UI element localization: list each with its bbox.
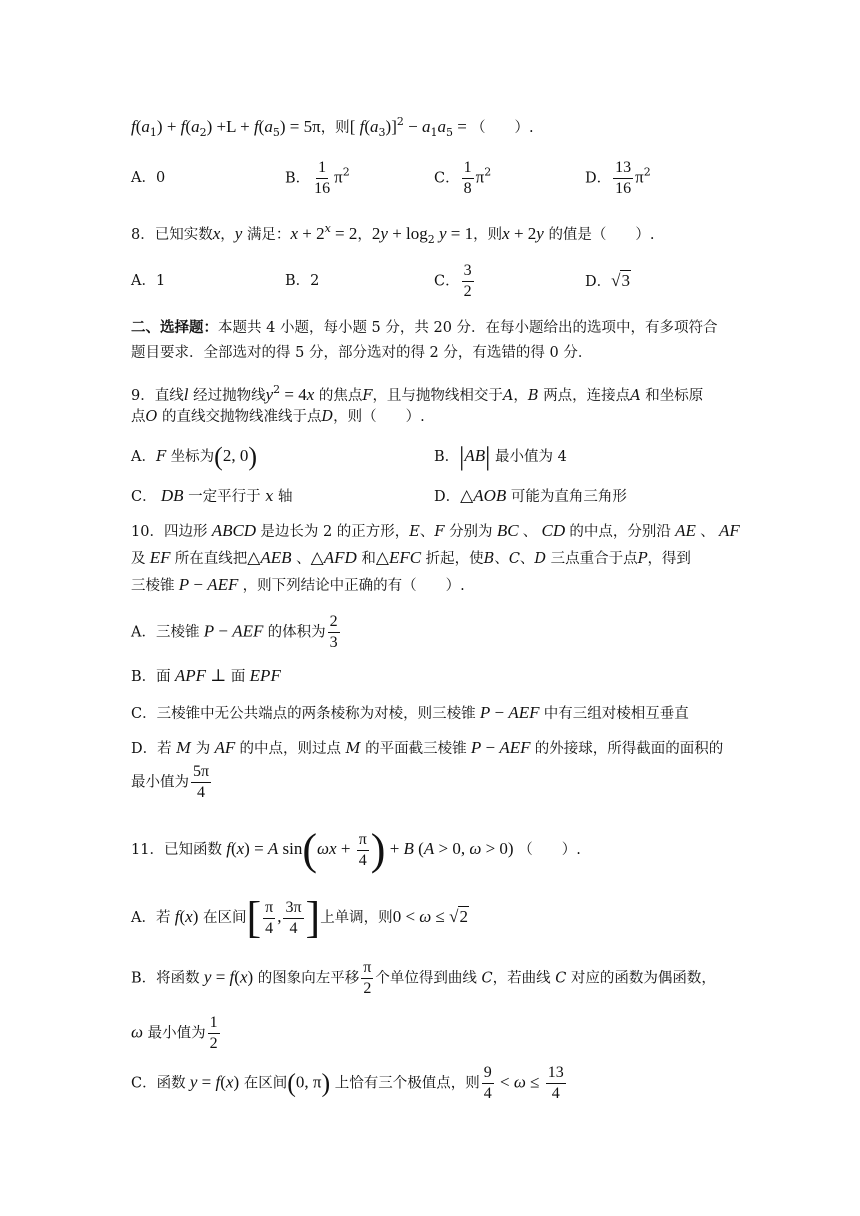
q11-a-post: 上单调，则 [320,910,393,926]
q10-l1d: 的中点，分别沿 [569,524,671,540]
q9-l2b: 的直线交抛物线准线于点 [162,409,322,425]
q11-b-post3: 对应的函数为偶函数， [570,970,716,987]
q11-b-post: 个单位得到曲线 [375,970,477,987]
q7-formula: f [131,117,136,136]
q10-d-a: D．若 [131,741,172,757]
q8-option-d: D．√3 [585,271,630,290]
q9-l1e: 两点，连接点 [543,388,631,404]
q8-option-c: C． $\frac{3}{2}$ [434,262,472,300]
q9-d-post: 可能为直角三角形 [510,489,627,505]
q8-stem: 8．已知实数x，y 满足：$x + 2^x = 2$，$2y + \log_2 y = 1$，则x + 2y 的值是（ ）. [131,222,655,246]
q9-l1b: 经过抛物线 [193,388,266,404]
q9-l1d: ，且与抛物线相交于 [372,388,503,404]
q7-option-b: B． $\frac{1}{16}$ $\pi^2$ [285,159,350,197]
q10-a-pre: A．三棱锥 [131,624,200,641]
q10-d-e: 的外接球，所得截面的面积的 [534,741,724,757]
q10-l2b: 所在直线把 [174,551,248,567]
q10-d-b: 为 [195,741,211,757]
q9-stem-line-2: 点O 的直线交抛物线准线于点D，则（ ）. [131,409,425,425]
q7-option-a: A．0 [131,170,166,186]
q10-a-post: 的体积为 [267,624,326,641]
q11-stem: 11．已知函数 f(x) = A sin(ωx + $\frac{\pi}{4}$ ) + B (A > 0, ω > 0) （ ）. [131,825,581,874]
q10-l2e: 三点重合于点 [550,551,638,567]
q10-c-post: 中有三组对棱相互垂直 [543,706,689,722]
q9-l1a: 9．直线 [131,388,184,404]
q10-stem-line-1: 10．四边形 ABCD 是边长为 2 的正方形，E、F 分别为 BC 、 CD 的中点，分别沿 AE 、 AF [131,521,740,540]
q9-option-d: D．△AOB 可能为直角三角形 [434,486,627,505]
q10-l1c: 分别为 [449,524,493,540]
q9-option-b: B．|AB| 最小值为 4 [434,442,567,471]
q7-stem: $f(a_1) + f(a_2) +L + f(a_5) = 5\pi$，则[ $f(a_3)]^2 - a_1a_5$ = （ ）. [131,115,534,139]
q10-l2c: 和 [361,551,376,567]
q9-l1f: 和坐标原 [645,388,704,404]
section-2-heading [131,318,718,338]
q9-a-mid: 坐标为 [170,449,215,465]
q9-l2c: ，则（ ）. [333,409,425,425]
q11-a-pre: A．若 [131,910,171,926]
q11-stem-end: （ ）. [518,842,581,858]
q7-option-c: C． $\frac{1}{8}$ $\pi^2$ [434,159,492,197]
q11-b-pre: B．将函数 [131,970,200,987]
q9-option-a: A．F 坐标为(2, 0) [131,442,257,471]
q7-stem-tail: ，则 [320,120,350,136]
q10-l2f: ，得到 [647,551,691,567]
q10-l3a: 三棱锥 [131,578,175,594]
q11-c-post: 上恰有三个极值点，则 [334,1075,480,1092]
q10-l2d: 折起，使 [425,551,484,567]
q10-c-pre: C．三棱锥中无公共端点的两条棱称为对棱，则三棱锥 [131,706,476,722]
q10-option-a: A．三棱锥 P − AEF 的体积为 $\frac{2}{3}$ [131,613,338,651]
q9-c-pre: C． [131,489,157,505]
q9-b-post: 最小值为 4 [494,449,567,465]
q11-stem-pre: 11．已知函数 [131,842,222,858]
q9-option-c: C． DB 一定平行于 x 轴 [131,486,293,505]
q8-option-b: B．2 [285,273,320,289]
q10-stem-line-3: 三棱锥 P − AEF ，则下列结论中正确的有（ ）. [131,575,465,594]
q8-stem-mid: 满足： [246,227,291,243]
q11-option-b-line-2: ω 最小值为 $\frac{1}{2}$ [131,1014,218,1052]
q7-stem-end: （ ）. [471,120,534,136]
q10-d-d: 的平面截三棱锥 [365,741,467,757]
q8-option-a: A．1 [131,273,166,289]
q11-option-b: B．将函数 y = f(x) 的图象向左平移 $\frac{\pi}{2}$ 个单位得到曲线 C，若曲线 C 对应的函数为偶函数， [131,959,716,997]
q9-d-pre: D． [434,489,461,505]
q10-d-c: 的中点，则过点 [239,741,341,757]
q8-stem-then: ，则 [473,227,503,243]
q11-b-post2: ，若曲线 [492,970,551,987]
q8-option-c-label: C． [434,273,460,290]
q11-c-mid: 在区间 [243,1075,288,1092]
q11-option-c: C．函数 y = f(x) 在区间(0, π) 上恰有三个极值点，则 $\frac{9}{4}$ < ω ≤ $\frac{13}{4}$ [131,1064,564,1102]
q11-b-mid: 的图象向左平移 [257,970,360,987]
q11-c-pre: C．函数 [131,1075,186,1092]
q10-b-mid: 面 [230,669,246,685]
q10-b-pre: B．面 [131,669,171,685]
q7-option-b-label: B． [285,170,311,187]
q9-c-end: 轴 [278,489,293,505]
q10-l3b: ，则下列结论中正确的有（ ）. [242,578,465,594]
q10-stem-line-2: 及 EF 所在直线把△AEB 、△AFD 和△EFC 折起，使B、C、D 三点重合于点P，得到 [131,548,691,567]
q9-l1c: 的焦点 [318,388,363,404]
q9-l2a: 点 [131,409,146,425]
section-2-text-2: 题目要求．全部选对的得 5 分，部分选对的得 2 分，有选错的得 0 分． [131,345,593,361]
section-2-title: 二、选择题： [131,319,218,336]
q11-a-mid: 在区间 [202,910,247,926]
q8-option-d-label: D． [585,274,612,290]
q10-l1a: 10．四边形 [131,524,208,540]
q10-option-c: C．三棱锥中无公共端点的两条棱称为对棱，则三棱锥 P − AEF 中有三组对棱相互垂直 [131,703,689,722]
q9-c-post: 一定平行于 [188,489,261,505]
q10-option-d: D．若 M 为 AF 的中点，则过点 M 的平面截三棱锥 P − AEF 的外接球，所得截面的面积的 [131,738,724,757]
q11-b-l2: 最小值为 [147,1025,206,1042]
q10-option-b: B．面 APF ⊥ 面 EPF [131,666,281,685]
q9-b-pre: B． [434,449,460,465]
q10-option-d-line-2: 最小值为 $\frac{5\pi}{4}$ [131,763,210,801]
q9-a-pre: A． [131,449,156,465]
q10-l2a: 及 [131,551,146,567]
q10-d-l2: 最小值为 [131,774,189,791]
q7-option-d: D． $\frac{13}{16}$ $\pi^2$ [585,159,651,197]
q7-option-d-label: D． [585,170,612,187]
q9-stem-line-1: 9．直线l 经过抛物线$y^2 = 4x$ 的焦点F，且与抛物线相交于A，B 两点，连接点A 和坐标原 [131,383,704,404]
q8-stem-end: 的值是（ ）. [548,227,655,243]
section-2-text-1: 本题共 4 小题，每小题 5 分，共 20 分．在每小题给出的选项中，有多项符合 [218,320,718,336]
q11-option-a: A．若 f(x) 在区间[ $\frac{\pi}{4}$ , $\frac{3\pi}{4}$ ]上单调，则0 < ω ≤ √2 [131,893,468,942]
q7-option-c-label: C． [434,170,460,187]
q8-stem-pre: 8．已知实数 [131,227,213,243]
q10-l1b: 是边长为 2 的正方形， [260,524,410,540]
